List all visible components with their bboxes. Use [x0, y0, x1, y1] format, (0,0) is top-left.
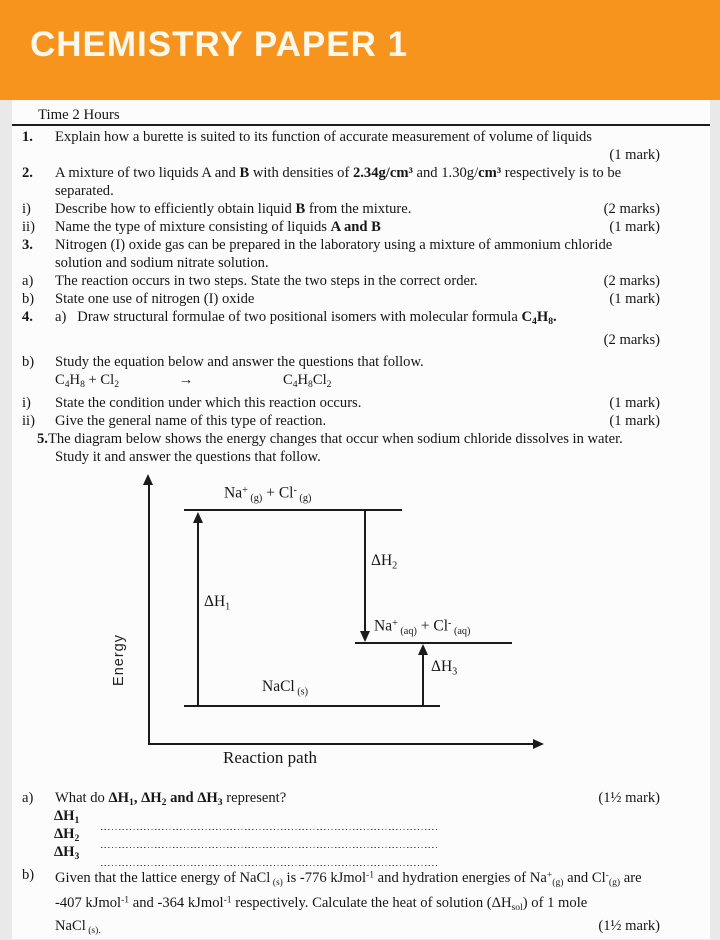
- answer-label: $\Delta H_3$: [54, 844, 80, 863]
- question-number: i): [22, 395, 31, 412]
- answer-dotted-line: [101, 836, 438, 848]
- answer-dotted-line: [101, 854, 438, 866]
- question-5b: [12, 866, 710, 940]
- question-text: A mixture of two liquids A and B with densities of 2.34g/cm³ and 1.30g/cm³ respectively is to be separated.: [55, 165, 622, 199]
- time-allocation: [12, 100, 710, 126]
- marks: (2 marks): [603, 273, 660, 289]
- question-3: [12, 236, 710, 272]
- question-number: ii): [22, 219, 35, 235]
- question-4b: [12, 353, 710, 371]
- question-text-lastline: [55, 917, 660, 940]
- equation-reactants: $C_4H_8 + Cl_2$: [55, 372, 120, 391]
- question-2: [12, 164, 710, 200]
- marks: (1½ mark): [598, 790, 660, 807]
- dh2-arrowhead-icon: [360, 631, 370, 642]
- marks: (1½ mark): [598, 918, 660, 935]
- question-text: Name the type of mixture consisting of liquids A and B: [55, 219, 381, 235]
- marks: (1 mark): [609, 413, 660, 430]
- dh3-label: $\Delta H_3$: [431, 658, 458, 678]
- question-text: a) Draw structural formulae of two positional isomers with molecular formula $C_4H_8$.: [55, 309, 557, 328]
- reaction-arrow: →: [178, 372, 194, 389]
- question-4bii: [12, 412, 710, 430]
- question-5a: [12, 789, 710, 812]
- question-3a: [12, 272, 710, 290]
- energy-diagram: [12, 466, 710, 779]
- dh3-arrowhead-icon: [418, 644, 428, 655]
- exam-paper: [12, 100, 710, 939]
- question-text: Describe how to efficiently obtain liquid B from the mixture.: [55, 201, 412, 217]
- marks: (2 marks): [603, 332, 660, 349]
- nacl-level-line: [184, 705, 440, 707]
- nacl-label: NaCl $_{(s)}$: [262, 678, 309, 698]
- marks: (1 mark): [609, 147, 660, 163]
- question-text: What do $\Delta H_1$, $\Delta H_2$ and $\Delta H_3$ represent?: [55, 790, 287, 809]
- question-number: b): [22, 354, 35, 371]
- dh2-arrow: [364, 511, 366, 631]
- question-text: [55, 866, 660, 940]
- question-5-line1: 5.The diagram below shows the energy changes that occur when sodium chloride dissolves in water.: [37, 431, 623, 448]
- dh1-arrowhead-icon: [193, 512, 203, 523]
- question-number: 3.: [22, 237, 33, 253]
- y-axis: [148, 485, 150, 745]
- app-header: [0, 0, 720, 100]
- question-number: i): [22, 201, 31, 217]
- question-2ii: [12, 218, 710, 236]
- dh1-label: $\Delta H_1$: [204, 593, 231, 613]
- question-2i: [12, 200, 710, 218]
- page-title: CHEMISTRY PAPER 1: [30, 25, 409, 64]
- question-text: Explain how a burette is suited to its function of accurate measurement of volume of liquids: [55, 129, 592, 145]
- marks: (1 mark): [609, 219, 660, 235]
- nacl-term: NaCl $_{(s).}$: [55, 918, 101, 937]
- dh2-label: $\Delta H_2$: [371, 552, 398, 572]
- question-4bi: [12, 394, 710, 412]
- question-5-line2: Study it and answer the questions that follow.: [55, 449, 321, 466]
- dh1-arrow: [197, 523, 199, 705]
- answer-row-dh1: [12, 808, 710, 830]
- marks: (1 mark): [609, 291, 660, 307]
- answer-row-dh3: [12, 844, 710, 866]
- question-number: 1.: [22, 129, 33, 145]
- answer-label: $\Delta H_1$: [54, 808, 80, 827]
- gas-state-label: Na+ $_{(g)}$ + Cl- $_{(g)}$: [224, 484, 312, 505]
- marks: (2 marks): [603, 201, 660, 217]
- marks: (1 mark): [609, 395, 660, 412]
- question-text: Study the equation below and answer the questions that follow.: [55, 354, 424, 371]
- question-number: b): [22, 867, 35, 884]
- answer-dotted-line: [101, 818, 438, 830]
- y-axis-arrowhead-icon: [143, 474, 153, 485]
- aq-state-label: Na+ $_{(aq)}$ + Cl- $_{(aq)}$: [374, 617, 471, 638]
- x-axis: [148, 743, 535, 745]
- question-3b: [12, 290, 710, 308]
- aq-level-line: [355, 642, 512, 644]
- question-number: a): [22, 790, 34, 807]
- question-number: a): [22, 273, 34, 289]
- question-text: Give the general name of this type of reaction.: [55, 413, 327, 430]
- question-number: ii): [22, 413, 35, 430]
- question-4a: [12, 308, 710, 331]
- question-list: [12, 126, 710, 940]
- question-number: b): [22, 291, 35, 307]
- x-axis-arrowhead-icon: [533, 739, 544, 749]
- question-number: 4.: [22, 309, 33, 325]
- answer-row-dh2: [12, 826, 710, 848]
- gas-level-line: [184, 509, 402, 511]
- question-text: The reaction occurs in two steps. State the two steps in the correct order.: [55, 273, 478, 289]
- equation-product: $C_4H_8Cl_2$: [282, 372, 332, 391]
- question-1: [12, 128, 710, 146]
- question-number: 2.: [22, 165, 33, 181]
- question-text-body: Given that the lattice energy of NaCl $_{(s)}$ is -776 kJmol$^{-1}$ and hydration energies of $Na^+_{(g)}$ and $Cl^-_{(g)}$ are -407 kJmol$^{-1}$ and -364 kJmol$^{-1}$ respectively. Calculate the heat of solution $(\Delta H_{sol})$ of 1 mole: [55, 869, 642, 914]
- time-label: Time 2 Hours: [38, 107, 120, 123]
- question-text: State one use of nitrogen (I) oxide: [55, 291, 255, 307]
- x-axis-label: Reaction path: [223, 748, 317, 768]
- chemical-equation: [12, 371, 710, 394]
- question-text: State the condition under which this reaction occurs.: [55, 395, 362, 412]
- answer-label: $\Delta H_2$: [54, 826, 80, 845]
- question-text: Nitrogen (I) oxide gas can be prepared in the laboratory using a mixture of ammonium chloride solution and sodium nitrate solution.: [55, 237, 613, 271]
- dh3-arrow: [422, 655, 424, 705]
- y-axis-label: Energy: [111, 634, 127, 687]
